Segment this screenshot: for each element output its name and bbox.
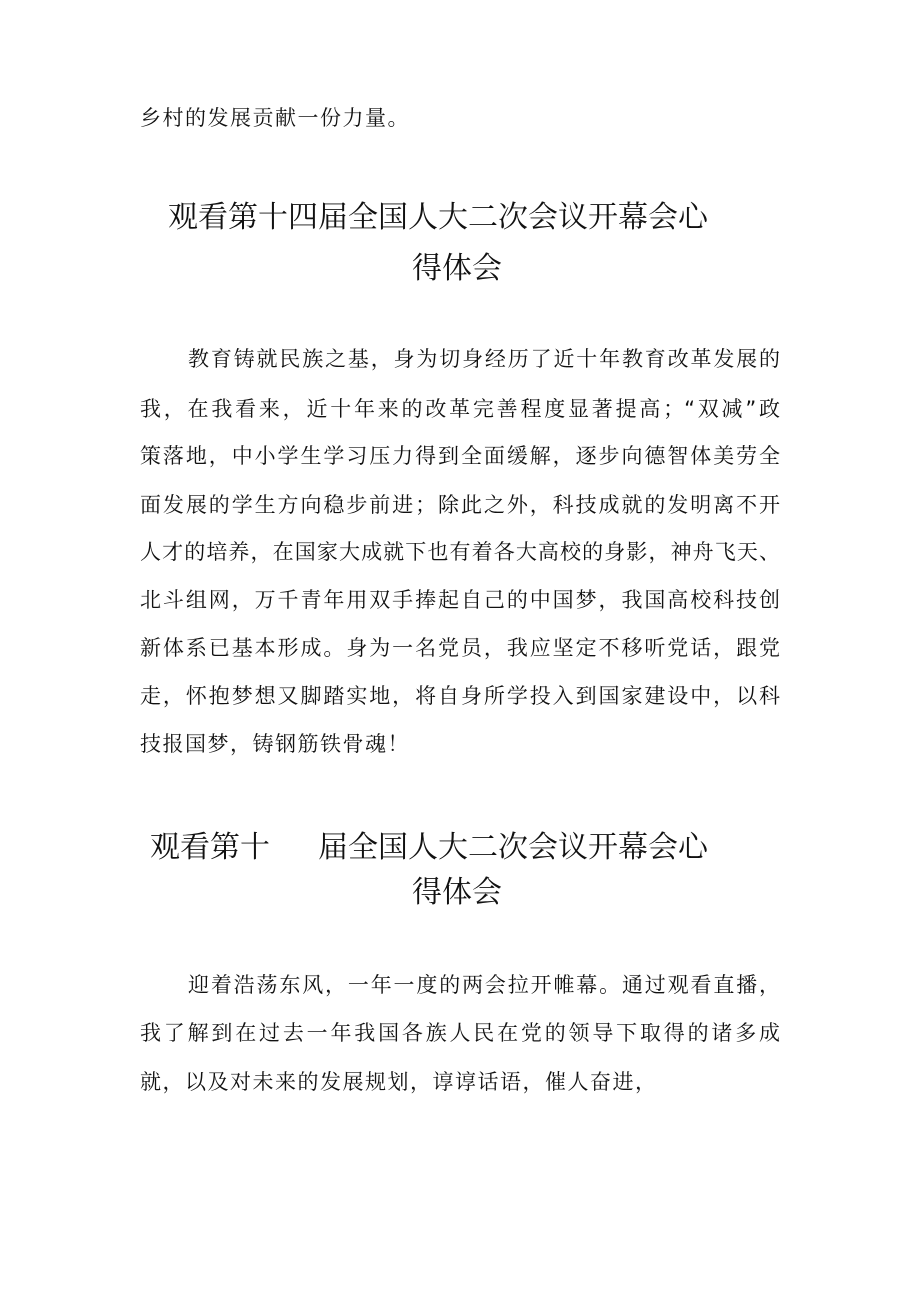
section1-paragraph-line-4: 面发展的学生方向稳步前进；除此之外，科技成就的发明离不开 [140, 493, 780, 517]
section1-paragraph-line-2: 我，在我看来，近十年来的改革完善程度显著提高；“双减”政 [140, 397, 780, 421]
section2-title-part1: 观看第十 [150, 830, 270, 865]
section1-title-line1: 观看第十四届全国人大二次会议开幕会心 [168, 200, 708, 235]
intro-closing-line: 乡村的发展贡献一份力量。 [140, 106, 410, 130]
section1-paragraph-line-9: 技报国梦，铸钢筋铁骨魂！ [140, 732, 410, 756]
section2-title-line2: 得体会 [412, 875, 502, 910]
section1-paragraph-line-5: 人才的培养，在国家大成就下也有着各大高校的身影，神舟飞天、 [140, 540, 780, 564]
section1-paragraph-line-1: 教育铸就民族之基，身为切身经历了近十年教育改革发展的 [188, 347, 780, 371]
section1-paragraph-line-7: 新体系已基本形成。身为一名党员，我应坚定不移听党话，跟党 [140, 636, 780, 660]
section1-paragraph-line-3: 策落地，中小学生学习压力得到全面缓解，逐步向德智体美劳全 [140, 444, 780, 468]
section2-paragraph-line-3: 就，以及对未来的发展规划，谆谆话语，催人奋进， [140, 1070, 658, 1094]
section2-title-part2: 届全国人大二次会议开幕会心 [318, 830, 708, 865]
section2-paragraph-line-1: 迎着浩荡东风，一年一度的两会拉开帷幕。通过观看直播， [188, 973, 780, 997]
section1-paragraph-line-6: 北斗组网，万千青年用双手捧起自己的中国梦，我国高校科技创 [140, 588, 780, 612]
section1-title-line2: 得体会 [412, 251, 502, 286]
section1-paragraph-line-8: 走，怀抱梦想又脚踏实地，将自身所学投入到国家建设中，以科 [140, 684, 780, 708]
section2-paragraph-line-2: 我了解到在过去一年我国各族人民在党的领导下取得的诸多成 [140, 1021, 780, 1045]
section2-title-line1 [150, 828, 708, 868]
